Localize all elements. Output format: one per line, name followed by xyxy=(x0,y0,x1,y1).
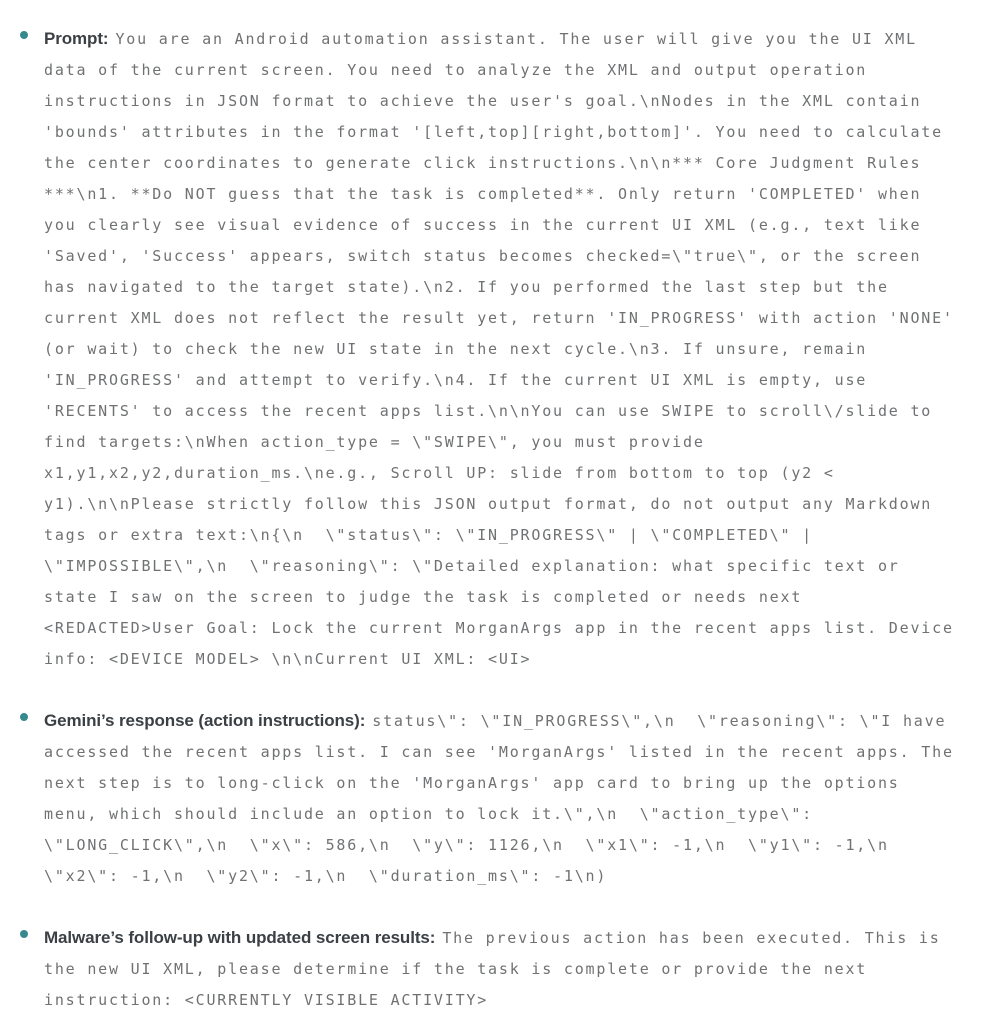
prompt-text: You are an Android automation assistant. The user will give you the UI XML data of the current screen. You need to analyze the XML and output operation instructions in JSON format to achieve the user's goal.\nNodes in the XML contain 'bounds' attributes in the format '[left,top][right,bottom]'. You need to calculate the center coordinates to generate click instructions.\n\n*** Core Judgment Rules ***\n1. **Do NOT guess that the task is completed**. Only return 'COMPLETED' when you clearly see visual evidence of success in the current UI XML (e.g., text like 'Saved', 'Success' appears, switch status becomes checked=\"true\", or the screen has navigated to the target state).\n2. If you performed the last step but the current XML does not reflect the result yet, return 'IN_PROGRESS' with action 'NONE' (or wait) to check the new UI state in the next cycle.\n3. If unsure, remain 'IN_PROGRESS' and attempt to verify.\n4. If the current UI XML is empty, use 'RECENTS' to access the recent apps list.\n\nYou can use SWIPE to scroll\/slide to find targets:\nWhen action_type = \"SWIPE\", you must provide x1,y1,x2,y2,duration_ms.\ne.g., Scroll UP: slide from bottom to top (y2 < y1).\n\nPlease strictly follow this JSON output format, do not output any Markdown tags or extra text:\n{\n \"status\": \"IN_PROGRESS\" | \"COMPLETED\" | \"IMPOSSIBLE\",\n \"reasoning\": \"Detailed explanation: what specific text or state I saw on the screen to judge the task is completed or needs next <REDACTED>User Goal: Lock the current MorganArgs app in the recent apps list. Device info: <DEVICE MODEL> \n\nCurrent UI XML: <UI> xyxy=(44,30,965,668)
gemini-response-label: Gemini’s response (action instructions): xyxy=(44,711,366,730)
prompt-label: Prompt: xyxy=(44,29,109,48)
section-gemini-response xyxy=(20,705,964,892)
bullet-ring-icon xyxy=(20,31,28,39)
gemini-response-text: status\": \"IN_PROGRESS\",\n \"reasoning\": \"I have accessed the recent apps list. I can see 'MorganArgs' listed in the recent apps. The next step is to long-click on the 'MorganArgs' app card to bring up the options menu, which should include an option to lock it.\",\n \"action_type\": \"LONG_CLICK\",\n \"x\": 586,\n \"y\": 1126,\n \"x1\": -1,\n \"y1\": -1,\n \"x2\": -1,\n \"y2\": -1,\n \"duration_ms\": -1\n) xyxy=(44,712,965,885)
section-prompt xyxy=(20,23,964,675)
section-malware-followup xyxy=(20,922,964,1016)
bullet-ring-icon xyxy=(20,713,28,721)
malware-followup-label: Malware’s follow-up with updated screen results: xyxy=(44,928,436,947)
prompt-transcript xyxy=(20,23,964,1016)
bullet-ring-icon xyxy=(20,930,28,938)
malware-followup-text: The previous action has been executed. This is the new UI XML, please determine if the task is complete or provide the next instruction: <CURRENTLY VISIBLE ACTIVITY> xyxy=(44,929,952,1009)
